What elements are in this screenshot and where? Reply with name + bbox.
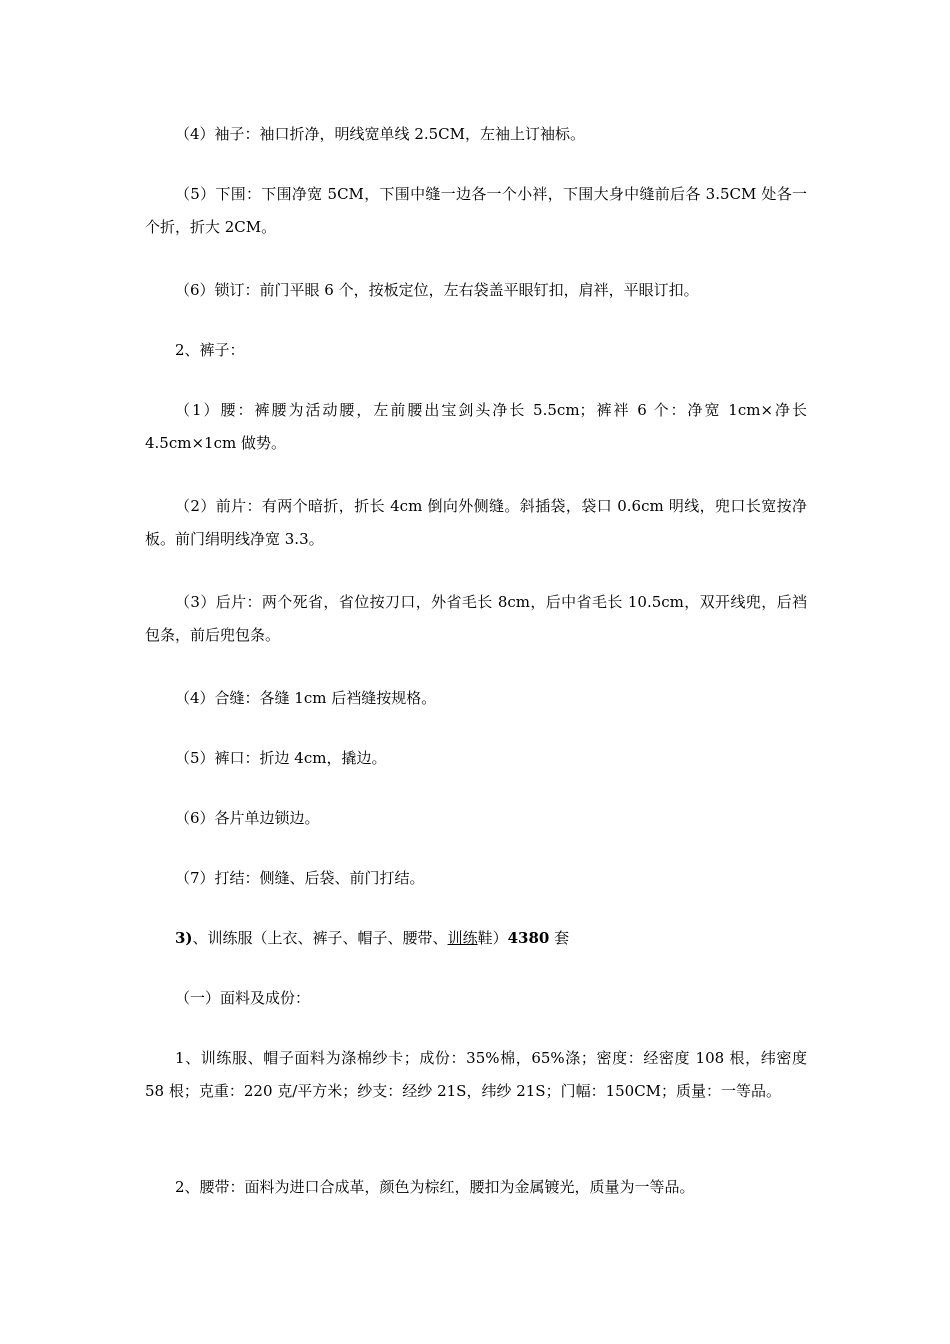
heading-count: 4380 bbox=[507, 929, 550, 947]
heading-underlined-text: 训练 bbox=[447, 929, 478, 947]
paragraph-bartack: （7）打结：侧缝、后袋、前门打结。 bbox=[175, 869, 425, 887]
paragraph-seams: （4）合缝：各缝 1cm 后裆缝按规格。 bbox=[175, 689, 437, 707]
heading-middle: 、训练服（上衣、裤子、帽子、腰带、 bbox=[192, 929, 448, 947]
paragraph-front-piece: （2）前片：有两个暗折，折长 4cm 倒向外侧缝。斜插袋，袋口 0.6cm 明线，兜口长宽按净板。前门绢明线净宽 3.3。 bbox=[145, 497, 807, 548]
paragraph-sleeves: （4）袖子：袖口折净，明线宽单线 2.5CM，左袖上订袖标。 bbox=[175, 125, 586, 143]
heading-unit: 套 bbox=[549, 929, 570, 947]
heading-prefix: 3) bbox=[175, 929, 193, 947]
paragraph-belt: 2、腰带：面料为进口合成革，颜色为棕红，腰扣为金属镀光，质量为一等品。 bbox=[175, 1178, 695, 1196]
training-uniform-heading bbox=[145, 922, 807, 955]
paragraph-trouser-hem: （5）裤口：折边 4cm，撬边。 bbox=[175, 749, 387, 767]
paragraph-fabric-composition: 1、训练服、帽子面料为涤棉纱卡；成份：35%棉，65%涤；密度：经密度 108 根，纬密度 58 根；克重：220 克/平方米；纱支：经纱 21S，纬纱 21S；门幅：150CM；质量：一等品。 bbox=[145, 1049, 807, 1100]
heading-suffix: 鞋） bbox=[477, 929, 508, 947]
paragraph-back-piece: （3）后片：两个死省，省位按刀口，外省毛长 8cm，后中省毛长 10.5cm，双开线兜，后裆包条，前后兜包条。 bbox=[145, 593, 807, 644]
paragraph-buttonholes: （6）锁订：前门平眼 6 个，按板定位，左右袋盖平眼钉扣，肩袢，平眼订扣。 bbox=[175, 281, 699, 299]
paragraph-trousers-heading: 2、裤子： bbox=[175, 341, 245, 359]
section-title-fabric: （一）面料及成份： bbox=[175, 989, 311, 1007]
paragraph-overlock: （6）各片单边锁边。 bbox=[175, 809, 320, 827]
paragraph-waist: （1）腰：裤腰为活动腰，左前腰出宝剑头净长 5.5cm；裤袢 6 个：净宽 1cm×净长 4.5cm×1cm 做势。 bbox=[145, 401, 807, 452]
paragraph-lower-hem: （5）下围：下围净宽 5CM，下围中缝一边各一个小袢，下围大身中缝前后各 3.5CM 处各一个折，折大 2CM。 bbox=[145, 185, 807, 236]
